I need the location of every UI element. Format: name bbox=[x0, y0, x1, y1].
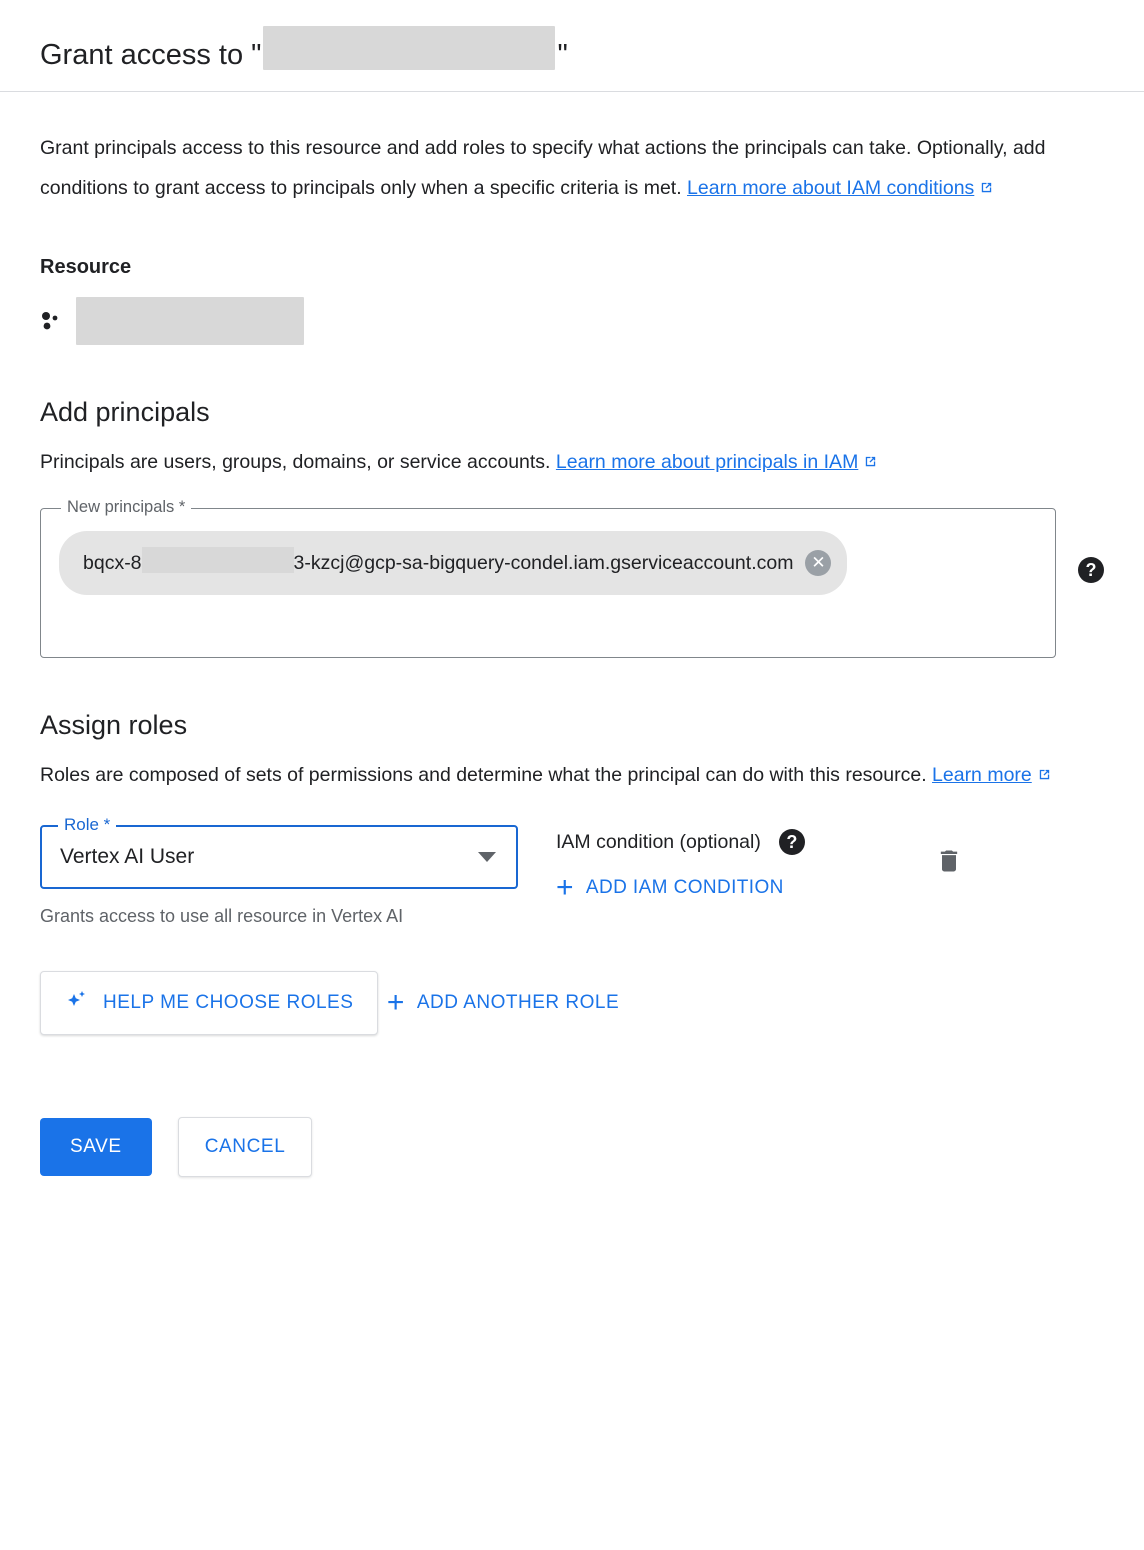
resource-row bbox=[40, 297, 1104, 345]
help-me-choose-roles-button[interactable] bbox=[40, 971, 378, 1035]
principal-chip-text-after: 3-kzcj@gcp-sa-bigquery-condel.iam.gserviceaccount.com bbox=[293, 552, 794, 574]
assign-roles-description-text: Roles are composed of sets of permissions and determine what the principal can do with this resource. bbox=[40, 764, 933, 786]
add-another-role-label: ADD ANOTHER ROLE bbox=[416, 992, 620, 1013]
intro-text: Grant principals access to this resource and add roles to specify what actions the principals can take. Optionally, add conditions to grant access to principals only when a specific criteria is met. bbox=[40, 137, 1046, 199]
help-me-choose-roles-label: HELP ME CHOOSE ROLES bbox=[103, 992, 354, 1013]
dialog-footer bbox=[40, 1117, 1104, 1217]
assign-roles-description bbox=[40, 755, 1052, 795]
delete-role-button[interactable] bbox=[935, 847, 963, 880]
add-principals-heading: Add principals bbox=[40, 397, 210, 427]
add-principals-description-text: Principals are users, groups, domains, or service accounts. bbox=[40, 451, 556, 473]
principal-chip-text-before: bqcx-8 bbox=[83, 552, 142, 574]
redacted-resource-value bbox=[76, 297, 304, 345]
intro-paragraph bbox=[40, 128, 1050, 208]
assign-roles-heading: Assign roles bbox=[40, 710, 188, 740]
cancel-button[interactable]: CANCEL bbox=[178, 1117, 313, 1177]
roles-learn-more-link[interactable]: Learn more bbox=[932, 764, 1032, 786]
new-principals-label: New principals * bbox=[61, 498, 191, 517]
redacted-principal-segment bbox=[142, 547, 294, 573]
add-principals-description bbox=[40, 442, 1052, 482]
plus-icon: + bbox=[556, 871, 574, 904]
help-icon[interactable]: ? bbox=[779, 829, 805, 855]
help-icon[interactable]: ? bbox=[1078, 557, 1104, 583]
redacted-resource-name bbox=[263, 26, 555, 70]
external-link-icon bbox=[1037, 767, 1052, 782]
plus-icon: + bbox=[386, 986, 405, 1019]
iam-condition-column bbox=[556, 825, 805, 907]
external-link-icon bbox=[979, 180, 994, 195]
trash-icon bbox=[935, 847, 963, 875]
role-description-hint: Grants access to use all resource in Vertex AI bbox=[40, 906, 404, 926]
add-iam-condition-button[interactable] bbox=[556, 869, 805, 907]
external-link-icon bbox=[863, 454, 878, 469]
resource-section-label: Resource bbox=[40, 256, 132, 278]
page-title bbox=[40, 20, 568, 72]
role-select-label: Role * bbox=[58, 815, 116, 835]
iam-condition-label: IAM condition (optional) bbox=[556, 830, 761, 853]
iam-conditions-learn-more-link[interactable]: Learn more about IAM conditions bbox=[687, 177, 975, 199]
role-select[interactable] bbox=[40, 815, 518, 889]
dialog-header bbox=[0, 0, 1144, 92]
add-another-role-button[interactable] bbox=[383, 984, 631, 1022]
role-assignment-row bbox=[40, 815, 1104, 931]
principals-learn-more-link[interactable]: Learn more about principals in IAM bbox=[555, 451, 859, 473]
principal-chip[interactable] bbox=[59, 531, 847, 595]
save-button[interactable]: SAVE bbox=[40, 1118, 152, 1176]
chevron-down-icon bbox=[478, 852, 496, 862]
iam-condition-label-row bbox=[556, 829, 805, 855]
new-principals-input[interactable] bbox=[40, 498, 1056, 658]
close-icon[interactable]: ✕ bbox=[805, 550, 831, 576]
add-iam-condition-label: ADD IAM CONDITION bbox=[585, 877, 784, 898]
page-title-suffix: " bbox=[557, 38, 568, 71]
role-selected-value: Vertex AI User bbox=[60, 845, 195, 868]
new-principals-field-wrap bbox=[40, 482, 1104, 658]
sparkle-icon bbox=[65, 988, 89, 1018]
bigquery-resource-icon bbox=[40, 309, 64, 333]
dialog-body bbox=[0, 92, 1144, 1217]
page-title-prefix: Grant access to " bbox=[40, 38, 262, 71]
